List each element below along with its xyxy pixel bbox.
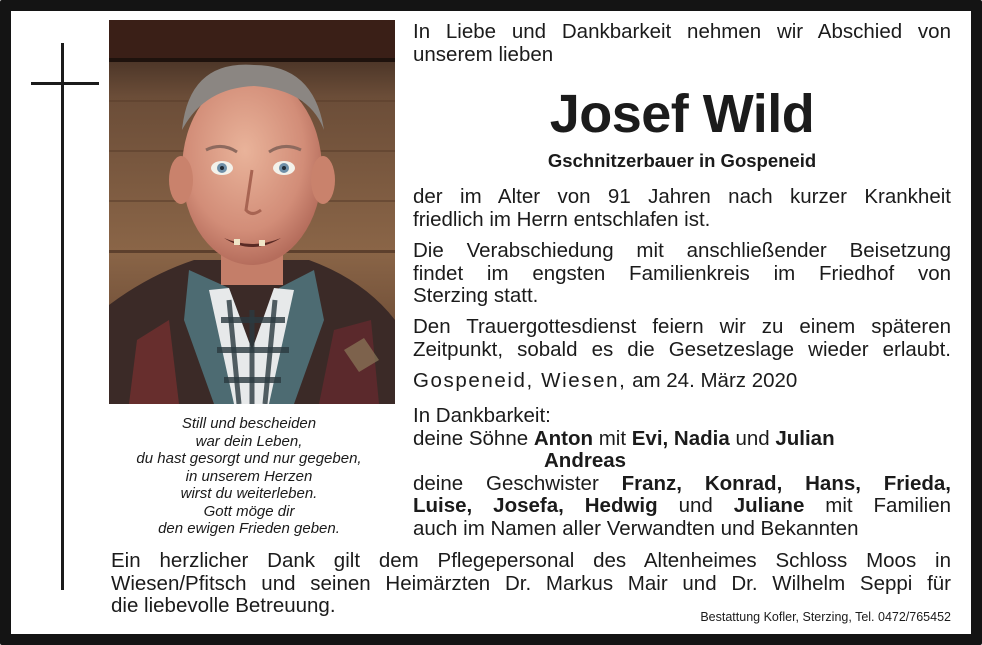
poem-line: wirst du weiterleben. — [180, 485, 318, 502]
paragraph-line: friedlich im Herrn entschlafen ist. — [413, 207, 711, 231]
latin-cross-icon — [61, 43, 64, 590]
place-date — [413, 370, 951, 393]
paragraph-line: Die Verabschiedung mit anschließender Beisetzung — [413, 239, 951, 262]
place-text: Gospeneid, Wiesen, — [413, 369, 627, 392]
gratitude-paragraph — [111, 550, 951, 618]
funeral-home-credit: Bestattung Kofler, Sterzing, Tel. 0472/765452 — [700, 610, 951, 624]
poem — [107, 415, 391, 538]
mourners-list — [413, 405, 951, 540]
mourners-heading: In Dankbarkeit: — [413, 404, 551, 427]
paragraph-line: Wiesen/Pfitsch und seinen Heimärzten Dr. Markus Mair und Dr. Wilhelm Seppi für — [111, 571, 951, 595]
names: Franz, Konrad, Hans, Frieda, — [621, 471, 951, 495]
text: und — [729, 426, 776, 450]
paragraph-line: Sterzing statt. — [413, 284, 539, 307]
relatives-line: auch im Namen aller Verwandten und Bekannten — [413, 516, 859, 540]
intro-line: In Liebe und Dankbarkeit nehmen wir Abschied von — [413, 20, 951, 43]
portrait-photo — [109, 20, 395, 404]
name: Julian — [775, 426, 835, 450]
intro-line: unserem lieben — [413, 42, 554, 66]
poem-line: Gott möge dir — [203, 502, 295, 520]
death-paragraph — [413, 186, 951, 231]
siblings-line — [413, 473, 951, 496]
paragraph-line: Ein herzlicher Dank gilt dem Pflegepersonal des Altenheimes Schloss Moos in — [111, 549, 951, 572]
name: Anton — [533, 426, 594, 450]
poem-line: du hast gesorgt und nur gegeben, — [136, 450, 362, 467]
poem-line: Still und bescheiden — [181, 415, 317, 432]
occupation-line: Gschnitzerbauer in Gospeneid — [547, 150, 817, 171]
date-text: am 24. März 2020 — [632, 369, 798, 392]
deceased-name: Josef Wild — [549, 84, 815, 144]
poem-line: war dein Leben, — [195, 432, 303, 450]
text: mit Familien — [804, 494, 951, 517]
name: Andreas — [544, 449, 627, 472]
service-paragraph — [413, 316, 951, 361]
text: mit — [593, 426, 632, 450]
poem-line: den ewigen Frieden geben. — [158, 520, 340, 537]
paragraph-line: findet im engsten Familienkreis im Friedhof von — [413, 261, 951, 285]
paragraph-line: Zeitpunkt, sobald es die Gesetzeslage wieder erlaubt. — [413, 337, 951, 361]
poem-line: in unserem Herzen — [185, 467, 313, 485]
name: Juliane — [733, 494, 805, 517]
name: Evi, Nadia — [631, 426, 730, 450]
names: Luise, Josefa, Hedwig — [413, 494, 658, 517]
paragraph-line: der im Alter von 91 Jahren nach kurzer Krankheit — [413, 185, 951, 208]
text: deine Söhne — [413, 426, 534, 450]
intro-text — [413, 21, 951, 66]
sons-line-2 — [413, 450, 951, 473]
siblings-line-2 — [413, 495, 951, 518]
paragraph-line: Den Trauergottesdienst feiern wir zu einem späteren — [413, 315, 951, 338]
burial-paragraph — [413, 240, 951, 308]
sons-line — [413, 428, 951, 451]
latin-cross-crossbar — [31, 82, 99, 85]
text: und — [657, 494, 734, 517]
paragraph-line: die liebevolle Betreuung. — [111, 594, 336, 617]
text: deine Geschwister — [413, 471, 622, 495]
